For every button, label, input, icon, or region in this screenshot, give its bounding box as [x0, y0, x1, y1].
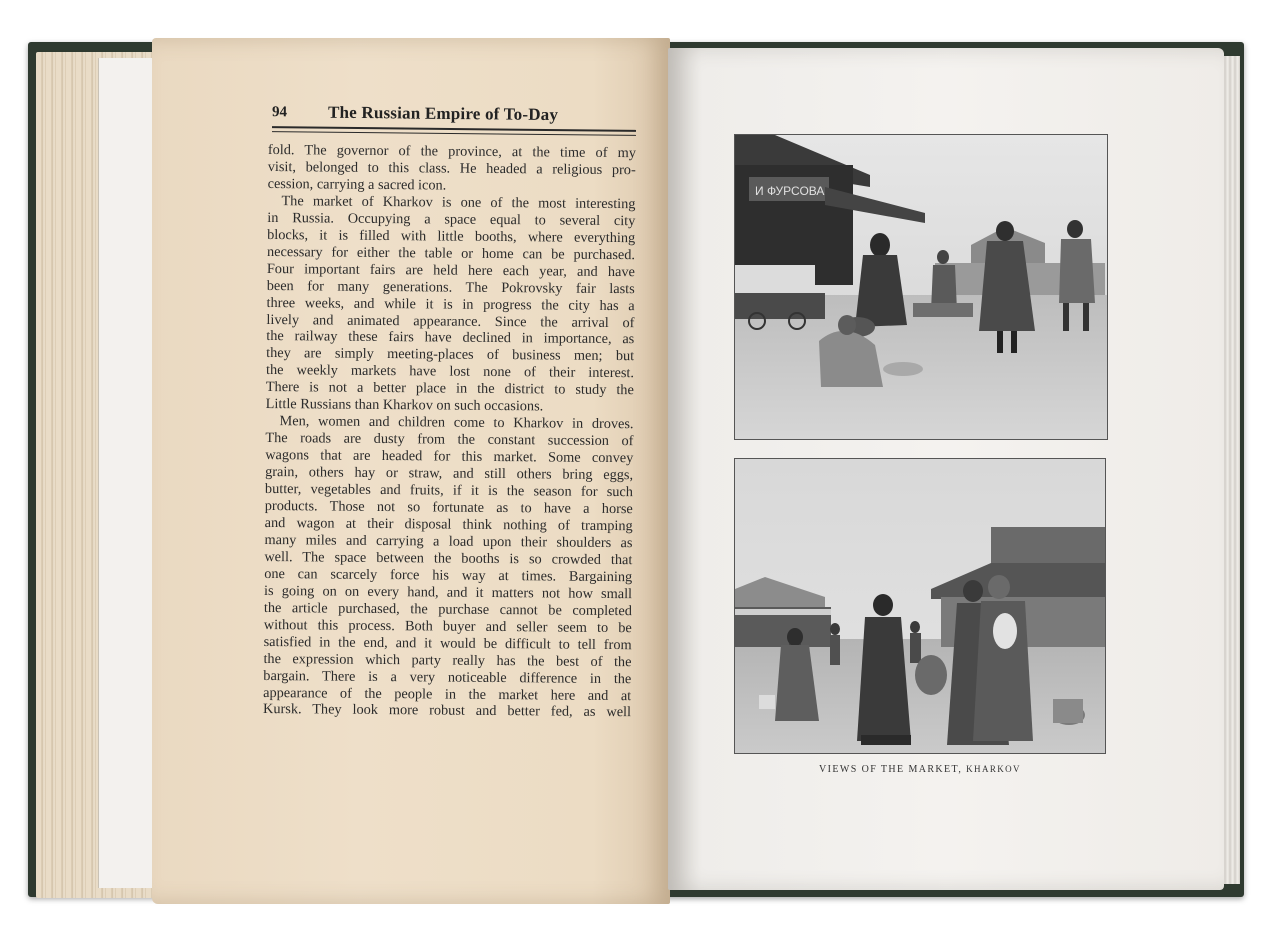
- text-line: without this process. Both buyer and seller seem to be: [263, 616, 632, 636]
- text-line: appearance of the people in the market here and at: [263, 684, 632, 704]
- text-line: the expression which party really has the best of the: [263, 650, 632, 670]
- market-booths-photo: [734, 134, 1108, 440]
- text-line: The roads are dusty from the constant succession of: [265, 430, 634, 450]
- text-line: products. Those not so fortunate as to have a horse: [264, 498, 633, 518]
- text-line: Four important fairs are held here each year, and have: [266, 260, 635, 280]
- text-line: well. The space between the booths is so crowded that: [264, 548, 633, 569]
- text-line: blocks, it is filled with little booths, where everything: [267, 226, 636, 246]
- left-page-leaf: [98, 58, 159, 888]
- text-line: the weekly markets have lost none of their interest.: [265, 362, 635, 382]
- text-line: in Russia. Occupying a space equal to several city: [267, 209, 636, 230]
- text-line: There is not a better place in the district to study the: [265, 379, 634, 399]
- text-line: they are simply meeting-places of business men; but: [266, 345, 635, 365]
- text-line: the article purchased, the purchase cannot be completed: [263, 599, 632, 619]
- text-line: the railway these fairs have declined in importance, as: [266, 328, 635, 348]
- text-line: wagons that are headed for this market. Some convey: [265, 447, 634, 467]
- text-line: is going on on every hand, and it matters not how small: [264, 582, 633, 602]
- text-line: lively and animated appearance. Since the arrival of: [266, 311, 635, 331]
- text-line: three weeks, and while it is in progress the city has a: [266, 294, 635, 314]
- text-line: necessary for either the table or home can be purchased.: [266, 243, 636, 263]
- text-line: butter, vegetables and fruits, if it is the season for such: [264, 481, 634, 501]
- text-line: visit, belonged to this class. He headed a religious pro-: [267, 158, 636, 179]
- text-line: cession, carrying a sacred icon.: [267, 175, 447, 194]
- page-number: 94: [271, 104, 288, 121]
- text-line: many miles and carrying a load upon their shoulders as: [264, 531, 633, 552]
- market-crowd-photo: [734, 458, 1106, 754]
- booth-sign-text: И ФУРСОВА: [755, 184, 825, 198]
- text-line: and wagon at their disposal think nothing of tramping: [264, 514, 633, 535]
- photo-caption: [734, 764, 1106, 775]
- text-line: Men, women and children come to Kharkov in droves.: [279, 413, 634, 433]
- text-line: satisfied in the end, and it would be difficult to tell from: [263, 633, 632, 653]
- text-line: one can scarcely force his way at times. Bargaining: [264, 565, 633, 586]
- text-line: Kursk. They look more robust and better fed, as well: [262, 701, 632, 721]
- text-line: grain, others hay or straw, and still others bring eggs,: [265, 464, 634, 484]
- caption-text: VIEWS OF THE MARKET,: [819, 764, 967, 775]
- text-line: Little Russians than Kharkov on such occasions.: [265, 396, 544, 415]
- text-line: been for many generations. The Pokrovsky fair lasts: [266, 277, 635, 297]
- running-title: The Russian Empire of To-Day: [327, 102, 559, 125]
- text-line: The market of Kharkov is one of the most interesting: [281, 192, 636, 213]
- text-line: fold. The governor of the province, at the time of my: [267, 142, 636, 162]
- caption-place: KHARKOV: [966, 764, 1021, 774]
- body-text: [263, 142, 636, 722]
- text-line: bargain. There is a very noticeable difference in the: [263, 667, 632, 687]
